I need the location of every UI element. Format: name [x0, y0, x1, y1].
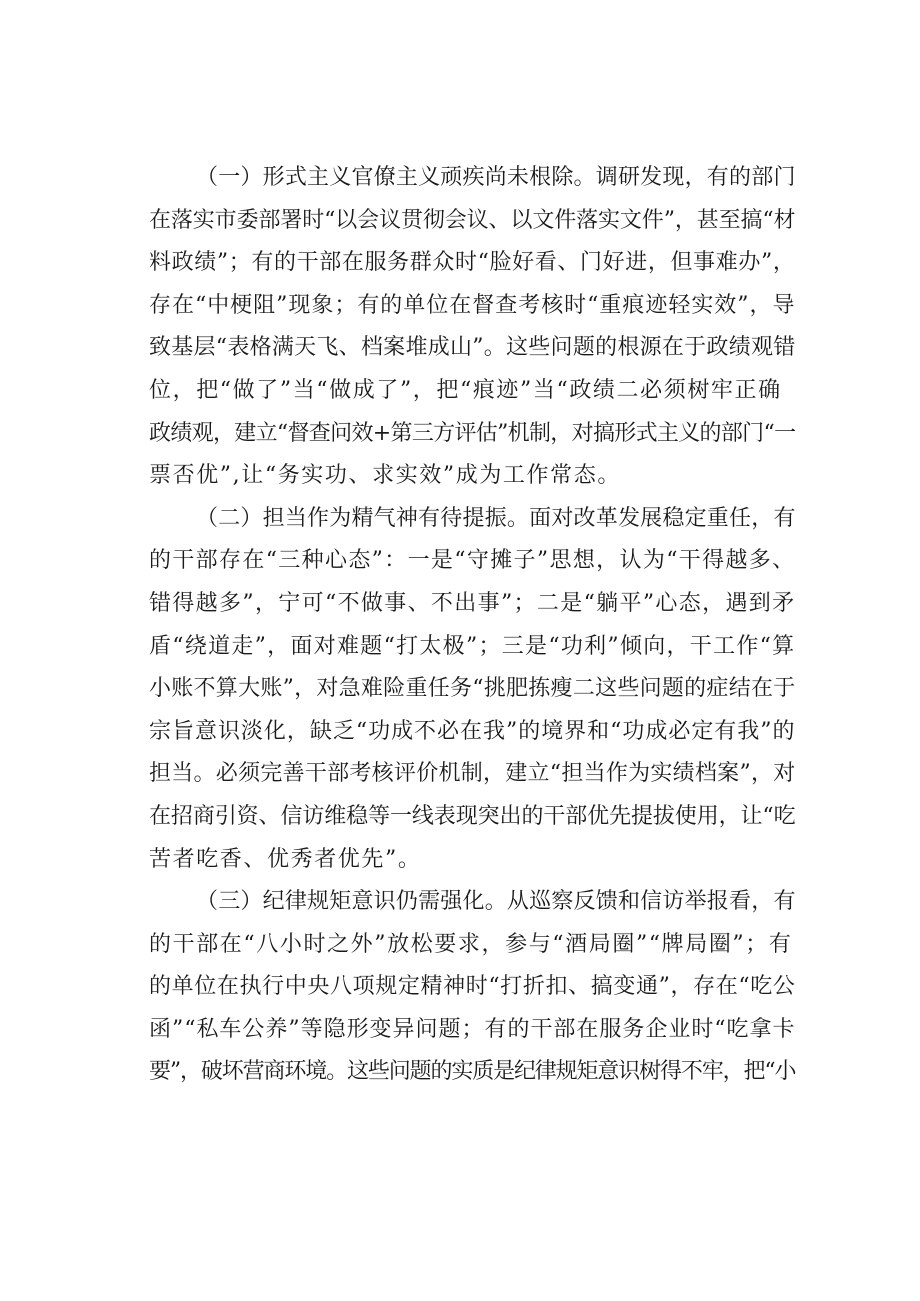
text-line: 位，把“做了”当“做成了”，把“痕迹”当“政绩二必须树牢正确: [149, 377, 782, 403]
text-line: 票否优”,让“务实功、求实效”成为工作常态。: [149, 463, 621, 489]
document-body: [149, 157, 797, 1094]
text-line: 盾“绕道走”，面对难题“打太极”；三是“功利”倾向，干工作“算: [149, 633, 796, 659]
text-line: 存在“中梗阻”现象；有的单位在督查考核时“重痕迹轻实效”，导: [149, 292, 796, 318]
text-line: （一）形式主义官僚主义顽疾尚未根除。调研发现，有的部门: [196, 165, 796, 190]
text-line: 要”，破坏营商环境。这些问题的实质是纪律规矩意识树得不牢，把“小: [149, 1059, 796, 1085]
text-line: （三）纪律规矩意识仍需强化。从巡察反馈和信访举报看，有: [196, 889, 796, 915]
text-line: 错得越多”，宁可“不做事、不出事”；二是“躺平”心态，遇到矛: [149, 590, 796, 616]
text-line: 的干部存在“三种心态”：一是“守摊子”思想，认为“干得越多、: [149, 548, 796, 574]
text-line: 小账不算大账”，对急难险重任务“挑肥拣瘦二这些问题的症结在于: [149, 676, 796, 702]
text-line: 的干部在“八小时之外”放松要求，参与“酒局圈”“牌局圈”；有: [149, 931, 793, 957]
paragraph-responsibility: [149, 498, 797, 881]
text-line: （二）担当作为精气神有待提振。面对改革发展稳定重任，有: [196, 505, 796, 531]
text-line: 函”“私车公养”等隐形变异问题；有的干部在服务企业时“吃拿卡: [149, 1016, 796, 1042]
paragraph-discipline: [149, 881, 797, 1094]
text-line: 在落实市委部署时“以会议贯彻会议、以文件落实文件”，甚至搞“材: [149, 207, 796, 233]
text-line: 的单位在执行中央八项规定精神时“打折扣、搞变通”，存在“吃公: [149, 974, 796, 1000]
text-line: 担当。必须完善干部考核评价机制，建立“担当作为实绩档案”，对: [149, 761, 796, 787]
paragraph-formalism: [149, 157, 797, 498]
text-line: 在招商引资、信访维稳等一线表现突出的干部优先提拔使用，让“吃: [149, 803, 796, 829]
text-line: 致基层“表格满天飞、档案堆成山”。这些问题的根源在于政绩观错: [149, 335, 796, 361]
text-line: 料政绩”；有的干部在服务群众时“脸好看、门好进，但事难办”，: [149, 250, 796, 276]
text-line: 政绩观，建立“督查问效+第三方评估”机制，对搞形式主义的部门“一: [149, 420, 796, 446]
text-line: 宗旨意识淡化，缺乏“功成不必在我”的境界和“功成必定有我”的: [149, 718, 796, 744]
text-line: 苦者吃香、优秀者优先”。: [149, 846, 422, 872]
